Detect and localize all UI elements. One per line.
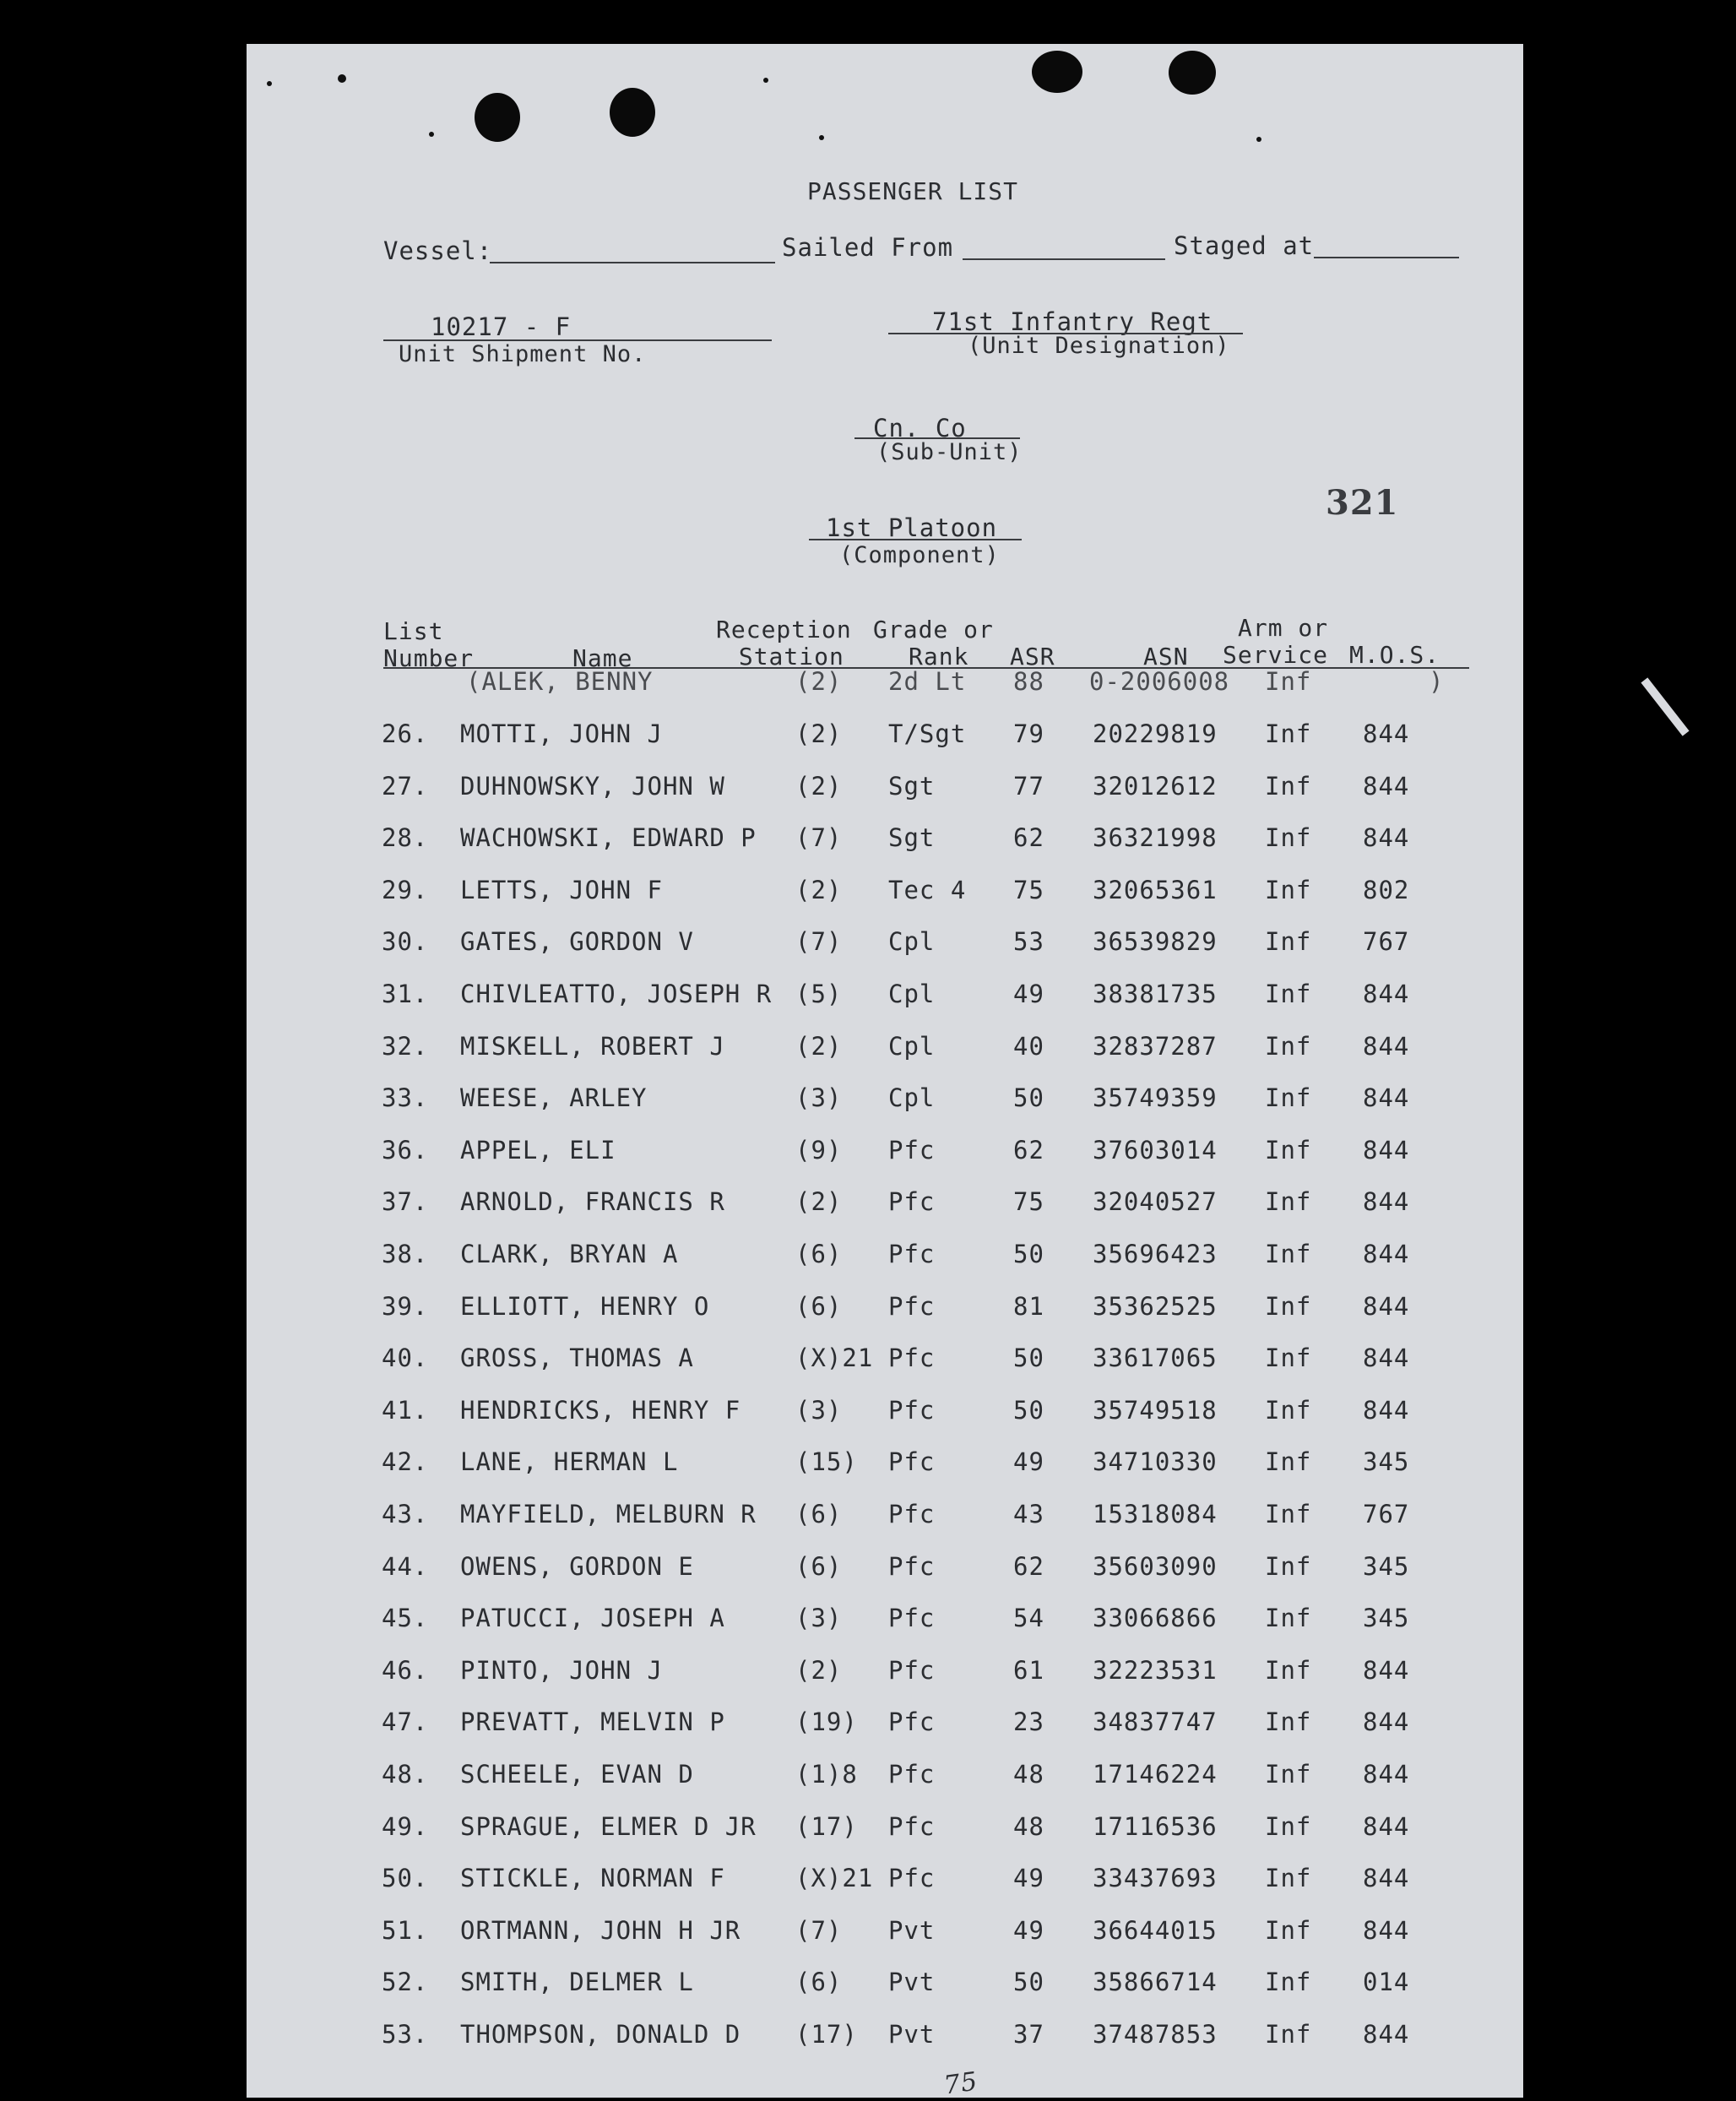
unit-shipment-no: 10217 - F — [431, 312, 572, 341]
row-asr: 43 — [1013, 1500, 1044, 1528]
page-number: 321 — [1326, 483, 1399, 523]
row-asn: 37487853 — [1093, 2020, 1218, 2049]
row-grade: Pfc — [888, 1344, 936, 1372]
row-asr: 62 — [1013, 1552, 1044, 1581]
row-asr: 37 — [1013, 2020, 1044, 2049]
table-row — [247, 1136, 1523, 1170]
row-mos: 844 — [1363, 1187, 1410, 1216]
col-arm-line2: Service — [1223, 641, 1329, 669]
row-asn: 35603090 — [1093, 1552, 1218, 1581]
row-grade: Pfc — [888, 1864, 936, 1892]
component: 1st Platoon — [826, 513, 998, 542]
row-grade: Cpl — [888, 1032, 936, 1061]
table-row — [247, 1240, 1523, 1273]
row-name: SMITH, DELMER L — [460, 1968, 694, 1996]
row-asn: 36644015 — [1093, 1916, 1218, 1945]
row-mos: 844 — [1363, 1344, 1410, 1372]
row-grade: Pfc — [888, 1500, 936, 1528]
row-arm: Inf — [1265, 1916, 1312, 1945]
row-arm: Inf — [1265, 1136, 1312, 1165]
row-station: (2) — [795, 719, 843, 748]
row-arm: Inf — [1265, 1187, 1312, 1216]
row-number: 29. — [382, 876, 429, 904]
row-asr: 50 — [1013, 1083, 1044, 1112]
first-arm: Inf — [1265, 667, 1312, 696]
row-asn: 33066866 — [1093, 1604, 1218, 1632]
row-station: (15) — [795, 1447, 858, 1476]
row-number: 41. — [382, 1396, 429, 1425]
row-asn: 35696423 — [1093, 1240, 1218, 1268]
sailed-from-blank — [963, 258, 1165, 260]
punch-hole — [1169, 51, 1216, 95]
row-asr: 50 — [1013, 1344, 1044, 1372]
row-station: (2) — [795, 772, 843, 801]
col-asr: ASR — [1010, 643, 1055, 670]
row-arm: Inf — [1265, 1604, 1312, 1632]
row-name: PINTO, JOHN J — [460, 1656, 663, 1685]
row-name: MAYFIELD, MELBURN R — [460, 1500, 757, 1528]
row-mos: 767 — [1363, 927, 1410, 956]
row-grade: Tec 4 — [888, 876, 967, 904]
row-station: (1)8 — [795, 1760, 858, 1789]
row-station: (9) — [795, 1136, 843, 1165]
row-number: 40. — [382, 1344, 429, 1372]
row-name: WEESE, ARLEY — [460, 1083, 648, 1112]
speck — [338, 74, 346, 83]
row-grade: Pfc — [888, 1812, 936, 1841]
table-row — [247, 2020, 1523, 2054]
row-station: (2) — [795, 1187, 843, 1216]
row-asr: 54 — [1013, 1604, 1044, 1632]
table-row — [247, 1656, 1523, 1690]
table-row — [247, 1552, 1523, 1586]
row-mos: 844 — [1363, 1916, 1410, 1945]
row-asn: 36321998 — [1093, 823, 1218, 852]
row-asr: 48 — [1013, 1812, 1044, 1841]
row-asr: 62 — [1013, 1136, 1044, 1165]
table-row — [247, 1500, 1523, 1534]
row-number: 37. — [382, 1187, 429, 1216]
row-station: (6) — [795, 1552, 843, 1581]
row-station: (6) — [795, 1240, 843, 1268]
row-station: (X)21 — [795, 1864, 874, 1892]
row-number: 38. — [382, 1240, 429, 1268]
sub-unit-label: (Sub-Unit) — [876, 439, 1023, 465]
row-asr: 75 — [1013, 1187, 1044, 1216]
document-page — [247, 44, 1523, 2101]
first-mos: ) — [1429, 667, 1445, 696]
row-mos: 844 — [1363, 1864, 1410, 1892]
component-line — [809, 539, 1022, 540]
row-name: SCHEELE, EVAN D — [460, 1760, 694, 1789]
row-arm: Inf — [1265, 1760, 1312, 1789]
row-arm: Inf — [1265, 980, 1312, 1008]
table-row — [247, 1864, 1523, 1897]
row-arm: Inf — [1265, 823, 1312, 852]
row-asn: 35866714 — [1093, 1968, 1218, 1996]
row-arm: Inf — [1265, 1812, 1312, 1841]
row-asr: 50 — [1013, 1240, 1044, 1268]
first-asr: 88 — [1013, 667, 1044, 696]
row-number: 51. — [382, 1916, 429, 1945]
row-name: THOMPSON, DONALD D — [460, 2020, 741, 2049]
row-grade: Pfc — [888, 1604, 936, 1632]
row-mos: 844 — [1363, 980, 1410, 1008]
row-station: (3) — [795, 1083, 843, 1112]
row-grade: Cpl — [888, 927, 936, 956]
row-mos: 844 — [1363, 719, 1410, 748]
row-name: SPRAGUE, ELMER D JR — [460, 1812, 757, 1841]
row-number: 33. — [382, 1083, 429, 1112]
row-arm: Inf — [1265, 1344, 1312, 1372]
row-asr: 49 — [1013, 1447, 1044, 1476]
row-arm: Inf — [1265, 876, 1312, 904]
row-arm: Inf — [1265, 1083, 1312, 1112]
row-station: (7) — [795, 927, 843, 956]
edge-mark — [1641, 677, 1689, 736]
first-name: (ALEK, BENNY — [466, 667, 654, 696]
row-name: LETTS, JOHN F — [460, 876, 663, 904]
row-mos: 844 — [1363, 1760, 1410, 1789]
row-station: (19) — [795, 1707, 858, 1736]
row-station: (7) — [795, 1916, 843, 1945]
table-row — [247, 1604, 1523, 1637]
row-asn: 20229819 — [1093, 719, 1218, 748]
table-row — [247, 1292, 1523, 1326]
row-number: 39. — [382, 1292, 429, 1321]
row-name: PREVATT, MELVIN P — [460, 1707, 725, 1736]
row-arm: Inf — [1265, 2020, 1312, 2049]
row-mos: 844 — [1363, 1083, 1410, 1112]
row-arm: Inf — [1265, 1292, 1312, 1321]
table-row — [247, 1187, 1523, 1221]
row-asr: 49 — [1013, 1864, 1044, 1892]
row-asr: 81 — [1013, 1292, 1044, 1321]
row-mos: 844 — [1363, 1707, 1410, 1736]
row-name: GROSS, THOMAS A — [460, 1344, 694, 1372]
table-row — [247, 1032, 1523, 1066]
row-station: (2) — [795, 1656, 843, 1685]
punch-hole — [610, 88, 655, 137]
row-name: CLARK, BRYAN A — [460, 1240, 679, 1268]
row-asn: 35749518 — [1093, 1396, 1218, 1425]
col-arm-line1: Arm or — [1238, 614, 1329, 642]
row-name: ORTMANN, JOHN H JR — [460, 1916, 741, 1945]
row-arm: Inf — [1265, 1968, 1312, 1996]
row-asr: 79 — [1013, 719, 1044, 748]
first-grade: 2d Lt — [888, 667, 967, 696]
sailed-from-label: Sailed From — [782, 233, 954, 262]
row-asn: 35362525 — [1093, 1292, 1218, 1321]
row-grade: Pfc — [888, 1760, 936, 1789]
staged-at-blank — [1314, 257, 1459, 258]
table-row — [247, 1916, 1523, 1950]
row-station: (6) — [795, 1968, 843, 1996]
col-reception-station — [716, 616, 852, 670]
row-mos: 802 — [1363, 876, 1410, 904]
row-station: (7) — [795, 823, 843, 852]
col-reception-line2: Station — [738, 643, 844, 670]
row-asn: 17116536 — [1093, 1812, 1218, 1841]
row-asr: 23 — [1013, 1707, 1044, 1736]
row-mos: 345 — [1363, 1552, 1410, 1581]
first-asn: 0-2006008 — [1089, 667, 1230, 696]
row-arm: Inf — [1265, 1864, 1312, 1892]
row-mos: 844 — [1363, 772, 1410, 801]
row-arm: Inf — [1265, 1656, 1312, 1685]
table-row — [247, 876, 1523, 909]
table-row — [247, 1396, 1523, 1430]
row-station: (5) — [795, 980, 843, 1008]
row-arm: Inf — [1265, 927, 1312, 956]
row-grade: Pfc — [888, 1187, 936, 1216]
row-station: (3) — [795, 1396, 843, 1425]
col-grade — [873, 616, 994, 670]
row-grade: Sgt — [888, 823, 936, 852]
row-name: MOTTI, JOHN J — [460, 719, 663, 748]
row-grade: Pfc — [888, 1552, 936, 1581]
row-station: (3) — [795, 1604, 843, 1632]
row-asn: 15318084 — [1093, 1500, 1218, 1528]
row-asn: 38381735 — [1093, 980, 1218, 1008]
row-asn: 32837287 — [1093, 1032, 1218, 1061]
staged-at-label: Staged at — [1174, 231, 1315, 260]
col-grade-line1: Grade or — [873, 616, 994, 643]
row-grade: Pfc — [888, 1292, 936, 1321]
row-number: 45. — [382, 1604, 429, 1632]
col-list-number — [383, 618, 474, 672]
row-grade: Pfc — [888, 1707, 936, 1736]
table-row — [247, 927, 1523, 961]
row-name: HENDRICKS, HENRY F — [460, 1396, 741, 1425]
unit-shipment-label: Unit Shipment No. — [399, 341, 647, 367]
punch-hole — [475, 93, 520, 142]
row-number: 28. — [382, 823, 429, 852]
row-asn: 32040527 — [1093, 1187, 1218, 1216]
row-name: DUHNOWSKY, JOHN W — [460, 772, 725, 801]
row-grade: Pfc — [888, 1240, 936, 1268]
row-mos: 345 — [1363, 1447, 1410, 1476]
handwritten-note: 75 — [941, 2066, 980, 2101]
row-arm: Inf — [1265, 1032, 1312, 1061]
row-mos: 844 — [1363, 1812, 1410, 1841]
row-grade: T/Sgt — [888, 719, 967, 748]
table-row — [247, 1760, 1523, 1794]
row-arm: Inf — [1265, 1240, 1312, 1268]
row-asn: 32223531 — [1093, 1656, 1218, 1685]
row-station: (6) — [795, 1500, 843, 1528]
row-asn: 33437693 — [1093, 1864, 1218, 1892]
row-asr: 53 — [1013, 927, 1044, 956]
row-asr: 61 — [1013, 1656, 1044, 1685]
row-number: 36. — [382, 1136, 429, 1165]
row-arm: Inf — [1265, 1500, 1312, 1528]
row-station: (X)21 — [795, 1344, 874, 1372]
row-number: 47. — [382, 1707, 429, 1736]
table-row — [247, 1083, 1523, 1117]
row-station: (17) — [795, 2020, 858, 2049]
row-grade: Sgt — [888, 772, 936, 801]
row-grade: Pfc — [888, 1447, 936, 1476]
row-arm: Inf — [1265, 1396, 1312, 1425]
row-mos: 844 — [1363, 823, 1410, 852]
row-number: 42. — [382, 1447, 429, 1476]
row-arm: Inf — [1265, 719, 1312, 748]
speck — [763, 78, 768, 83]
row-asn: 37603014 — [1093, 1136, 1218, 1165]
row-grade: Pfc — [888, 1656, 936, 1685]
row-grade: Cpl — [888, 1083, 936, 1112]
row-name: ARNOLD, FRANCIS R — [460, 1187, 725, 1216]
page-title: PASSENGER LIST — [807, 177, 1019, 205]
row-mos: 844 — [1363, 2020, 1410, 2049]
table-row — [247, 823, 1523, 857]
sub-unit: Cn. Co — [873, 414, 967, 442]
row-asn: 35749359 — [1093, 1083, 1218, 1112]
row-name: LANE, HERMAN L — [460, 1447, 679, 1476]
table-row — [247, 772, 1523, 806]
row-mos: 844 — [1363, 1136, 1410, 1165]
row-number: 52. — [382, 1968, 429, 1996]
row-asr: 62 — [1013, 823, 1044, 852]
row-asr: 50 — [1013, 1968, 1044, 1996]
row-station: (6) — [795, 1292, 843, 1321]
row-number: 46. — [382, 1656, 429, 1685]
row-number: 48. — [382, 1760, 429, 1789]
speck — [819, 135, 824, 140]
table-row — [247, 1968, 1523, 2001]
row-name: STICKLE, NORMAN F — [460, 1864, 725, 1892]
row-asn: 32065361 — [1093, 876, 1218, 904]
table-row — [247, 719, 1523, 753]
col-list-number-line1: List — [383, 617, 444, 645]
row-number: 31. — [382, 980, 429, 1008]
first-station: (2) — [795, 667, 843, 696]
row-arm: Inf — [1265, 1447, 1312, 1476]
col-grade-line2: Rank — [909, 643, 969, 670]
row-asn: 32012612 — [1093, 772, 1218, 801]
row-grade: Pfc — [888, 1396, 936, 1425]
row-number: 49. — [382, 1812, 429, 1841]
row-arm: Inf — [1265, 772, 1312, 801]
table-row — [247, 1812, 1523, 1846]
row-asn: 34837747 — [1093, 1707, 1218, 1736]
row-asr: 49 — [1013, 1916, 1044, 1945]
row-number: 30. — [382, 927, 429, 956]
row-mos: 014 — [1363, 1968, 1410, 1996]
row-number: 44. — [382, 1552, 429, 1581]
col-list-number-line2: Number — [383, 644, 475, 672]
row-asn: 36539829 — [1093, 927, 1218, 956]
unit-designation-label: (Unit Designation) — [968, 333, 1230, 359]
speck — [429, 132, 434, 137]
row-grade: Pfc — [888, 1136, 936, 1165]
row-asr: 75 — [1013, 876, 1044, 904]
row-number: 50. — [382, 1864, 429, 1892]
row-number: 53. — [382, 2020, 429, 2049]
col-arm-service — [1223, 615, 1328, 669]
row-grade: Pvt — [888, 1968, 936, 1996]
row-mos: 844 — [1363, 1032, 1410, 1061]
row-mos: 767 — [1363, 1500, 1410, 1528]
col-asn: ASN — [1143, 643, 1189, 670]
row-name: CHIVLEATTO, JOSEPH R — [460, 980, 773, 1008]
row-mos: 844 — [1363, 1656, 1410, 1685]
unit-designation: 71st Infantry Regt — [932, 307, 1213, 336]
row-grade: Cpl — [888, 980, 936, 1008]
row-name: APPEL, ELI — [460, 1136, 616, 1165]
table-row — [247, 1344, 1523, 1377]
row-grade: Pvt — [888, 2020, 936, 2049]
row-name: PATUCCI, JOSEPH A — [460, 1604, 725, 1632]
vessel-label: Vessel: — [383, 236, 493, 265]
row-asr: 50 — [1013, 1396, 1044, 1425]
table-row — [247, 1707, 1523, 1741]
row-asn: 34710330 — [1093, 1447, 1218, 1476]
row-arm: Inf — [1265, 1707, 1312, 1736]
row-asr: 48 — [1013, 1760, 1044, 1789]
row-mos: 844 — [1363, 1240, 1410, 1268]
row-mos: 844 — [1363, 1292, 1410, 1321]
row-station: (2) — [795, 1032, 843, 1061]
row-asn: 33617065 — [1093, 1344, 1218, 1372]
row-asr: 77 — [1013, 772, 1044, 801]
row-asr: 49 — [1013, 980, 1044, 1008]
row-number: 32. — [382, 1032, 429, 1061]
row-name: GATES, GORDON V — [460, 927, 694, 956]
row-asr: 40 — [1013, 1032, 1044, 1061]
row-number: 26. — [382, 719, 429, 748]
table-row — [247, 980, 1523, 1013]
row-name: ELLIOTT, HENRY O — [460, 1292, 710, 1321]
col-reception-line1: Reception — [716, 616, 852, 643]
col-name: Name — [572, 644, 633, 672]
row-name: MISKELL, ROBERT J — [460, 1032, 725, 1061]
row-station: (2) — [795, 876, 843, 904]
speck — [267, 81, 272, 86]
row-name: OWENS, GORDON E — [460, 1552, 694, 1581]
row-number: 27. — [382, 772, 429, 801]
row-mos: 345 — [1363, 1604, 1410, 1632]
speck — [1256, 137, 1261, 142]
vessel-blank — [490, 262, 775, 263]
punch-hole — [1032, 51, 1082, 93]
row-number: 43. — [382, 1500, 429, 1528]
row-asn: 17146224 — [1093, 1760, 1218, 1789]
row-station: (17) — [795, 1812, 858, 1841]
row-name: WACHOWSKI, EDWARD P — [460, 823, 757, 852]
row-grade: Pvt — [888, 1916, 936, 1945]
row-arm: Inf — [1265, 1552, 1312, 1581]
table-row-first — [247, 667, 1523, 701]
component-label: (Component) — [839, 542, 1000, 568]
table-row — [247, 1447, 1523, 1481]
row-mos: 844 — [1363, 1396, 1410, 1425]
col-mos: M.O.S. — [1349, 641, 1440, 669]
